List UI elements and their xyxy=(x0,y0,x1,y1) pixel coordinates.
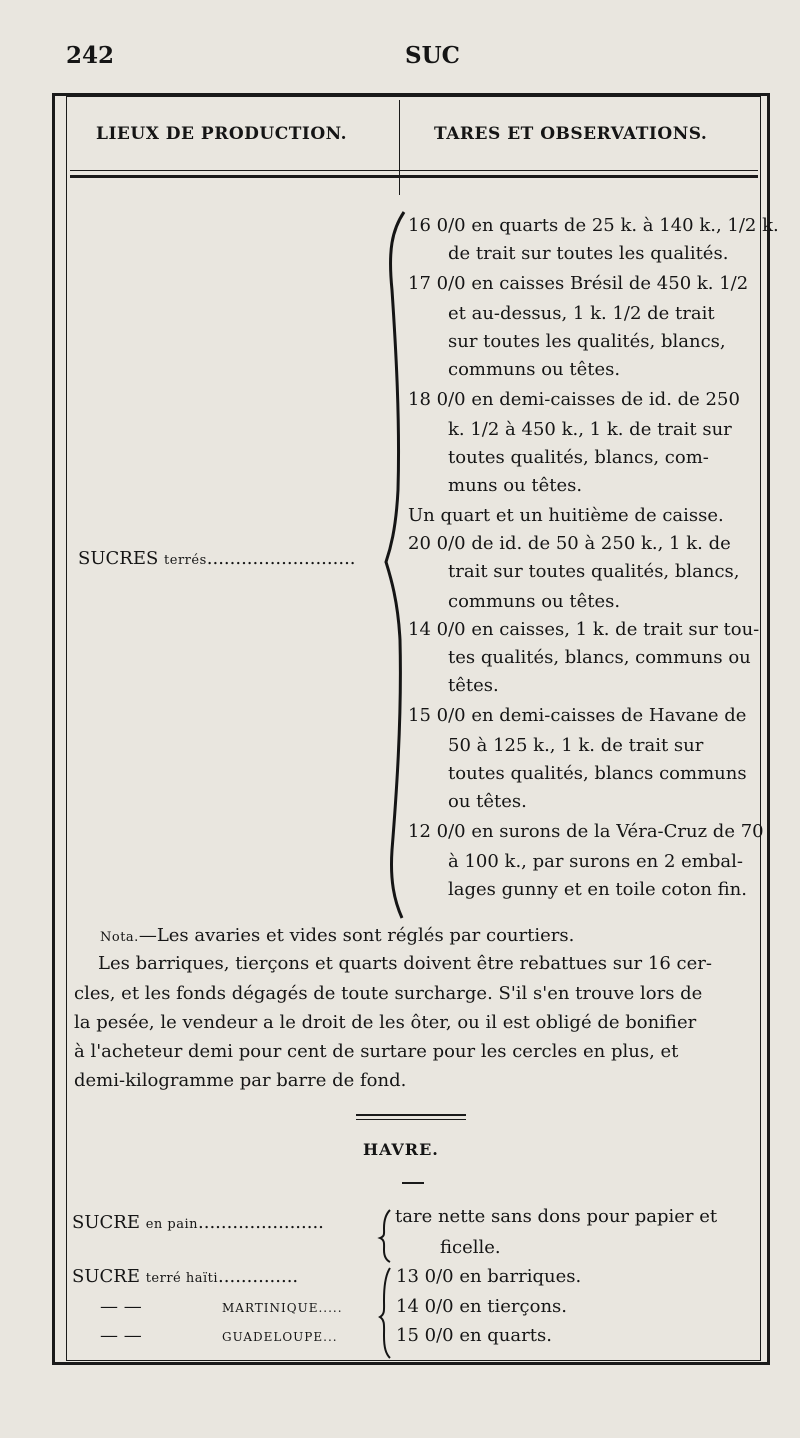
tare-line: têtes. xyxy=(448,675,499,696)
tare-line: trait sur toutes qualités, blancs, xyxy=(448,561,740,582)
tare-line: 12 0/0 en surons de la Véra-Cruz de 70 xyxy=(408,821,764,842)
tare-line: à 100 k., par surons en 2 embal- xyxy=(448,851,743,872)
tare-line: ou têtes. xyxy=(448,791,527,812)
nota-line-4: à l'acheteur demi pour cent de surtare pour les cercles en plus, et xyxy=(74,1041,679,1062)
page-number: 242 xyxy=(66,42,115,69)
section-rule-thin xyxy=(356,1119,466,1120)
sucre-pain-tare-2: ficelle. xyxy=(440,1237,501,1258)
tare-line: de trait sur toutes les qualités. xyxy=(448,243,729,264)
guadeloupe-dashes: — — xyxy=(100,1325,142,1346)
havre-title: HAVRE. xyxy=(363,1140,439,1159)
column-header-right: TARES ET OBSERVATIONS. xyxy=(434,124,708,144)
section-dash xyxy=(402,1182,424,1184)
tare-tiercons: 14 0/0 en tierçons. xyxy=(396,1296,567,1317)
sucre-pain-label: SUCRE en pain...................... xyxy=(72,1212,324,1233)
tare-quarts: 15 0/0 en quarts. xyxy=(396,1325,552,1346)
running-title: SUC xyxy=(405,42,460,69)
tare-line: 18 0/0 en demi-caisses de id. de 250 xyxy=(408,389,740,410)
tare-line: 20 0/0 de id. de 50 à 250 k., 1 k. de xyxy=(408,533,731,554)
tare-line: 50 à 125 k., 1 k. de trait sur xyxy=(448,735,704,756)
tare-line: toutes qualités, blancs, com- xyxy=(448,447,709,468)
tare-line: 15 0/0 en demi-caisses de Havane de xyxy=(408,705,747,726)
tare-line: et au-dessus, 1 k. 1/2 de trait xyxy=(448,303,715,324)
tare-line: communs ou têtes. xyxy=(448,591,621,612)
section-rule-thick xyxy=(356,1114,466,1116)
header-rule-thick xyxy=(70,175,758,178)
tare-line: toutes qualités, blancs communs xyxy=(448,763,747,784)
tare-line: Un quart et un huitième de caisse. xyxy=(408,505,724,526)
nota-line-0: Nota.—Les avaries et vides sont réglés par courtiers. xyxy=(100,925,575,946)
tare-barriques: 13 0/0 en barriques. xyxy=(396,1266,582,1287)
header-divider-vertical xyxy=(399,100,400,195)
tare-line: 14 0/0 en caisses, 1 k. de trait sur tou- xyxy=(408,619,760,640)
column-header-left: LIEUX DE PRODUCTION. xyxy=(96,124,348,144)
sucre-terre-label: SUCRE terré haïti.............. xyxy=(72,1266,299,1287)
tare-line: muns ou têtes. xyxy=(448,475,583,496)
tare-line: tes qualités, blancs, communs ou xyxy=(448,647,751,668)
nota-line-5: demi-kilogramme par barre de fond. xyxy=(74,1070,407,1091)
guadeloupe-label: GUADELOUPE... xyxy=(222,1330,338,1344)
sucres-terres-label: SUCRES terrés.......................... xyxy=(78,548,356,569)
tare-line: 16 0/0 en quarts de 25 k. à 140 k., 1/2 k. xyxy=(408,215,779,236)
nota-line-2: cles, et les fonds dégagés de toute surcharge. S'il s'en trouve lors de xyxy=(74,983,703,1004)
nota-line-1: Les barriques, tierçons et quarts doivent être rebattues sur 16 cer- xyxy=(98,953,712,974)
nota-line-3: la pesée, le vendeur a le droit de les ôter, ou il est obligé de bonifier xyxy=(74,1012,697,1033)
martinique-label: MARTINIQUE..... xyxy=(222,1301,343,1315)
tare-line: k. 1/2 à 450 k., 1 k. de trait sur xyxy=(448,419,732,440)
sucre-pain-tare-1: tare nette sans dons pour papier et xyxy=(395,1206,718,1227)
martinique-dashes: — — xyxy=(100,1296,142,1317)
tare-line: 17 0/0 en caisses Brésil de 450 k. 1/2 xyxy=(408,273,749,294)
header-rule-thin xyxy=(70,170,758,171)
tare-line: lages gunny et en toile coton fin. xyxy=(448,879,747,900)
tare-line: communs ou têtes. xyxy=(448,359,621,380)
tare-line: sur toutes les qualités, blancs, xyxy=(448,331,726,352)
